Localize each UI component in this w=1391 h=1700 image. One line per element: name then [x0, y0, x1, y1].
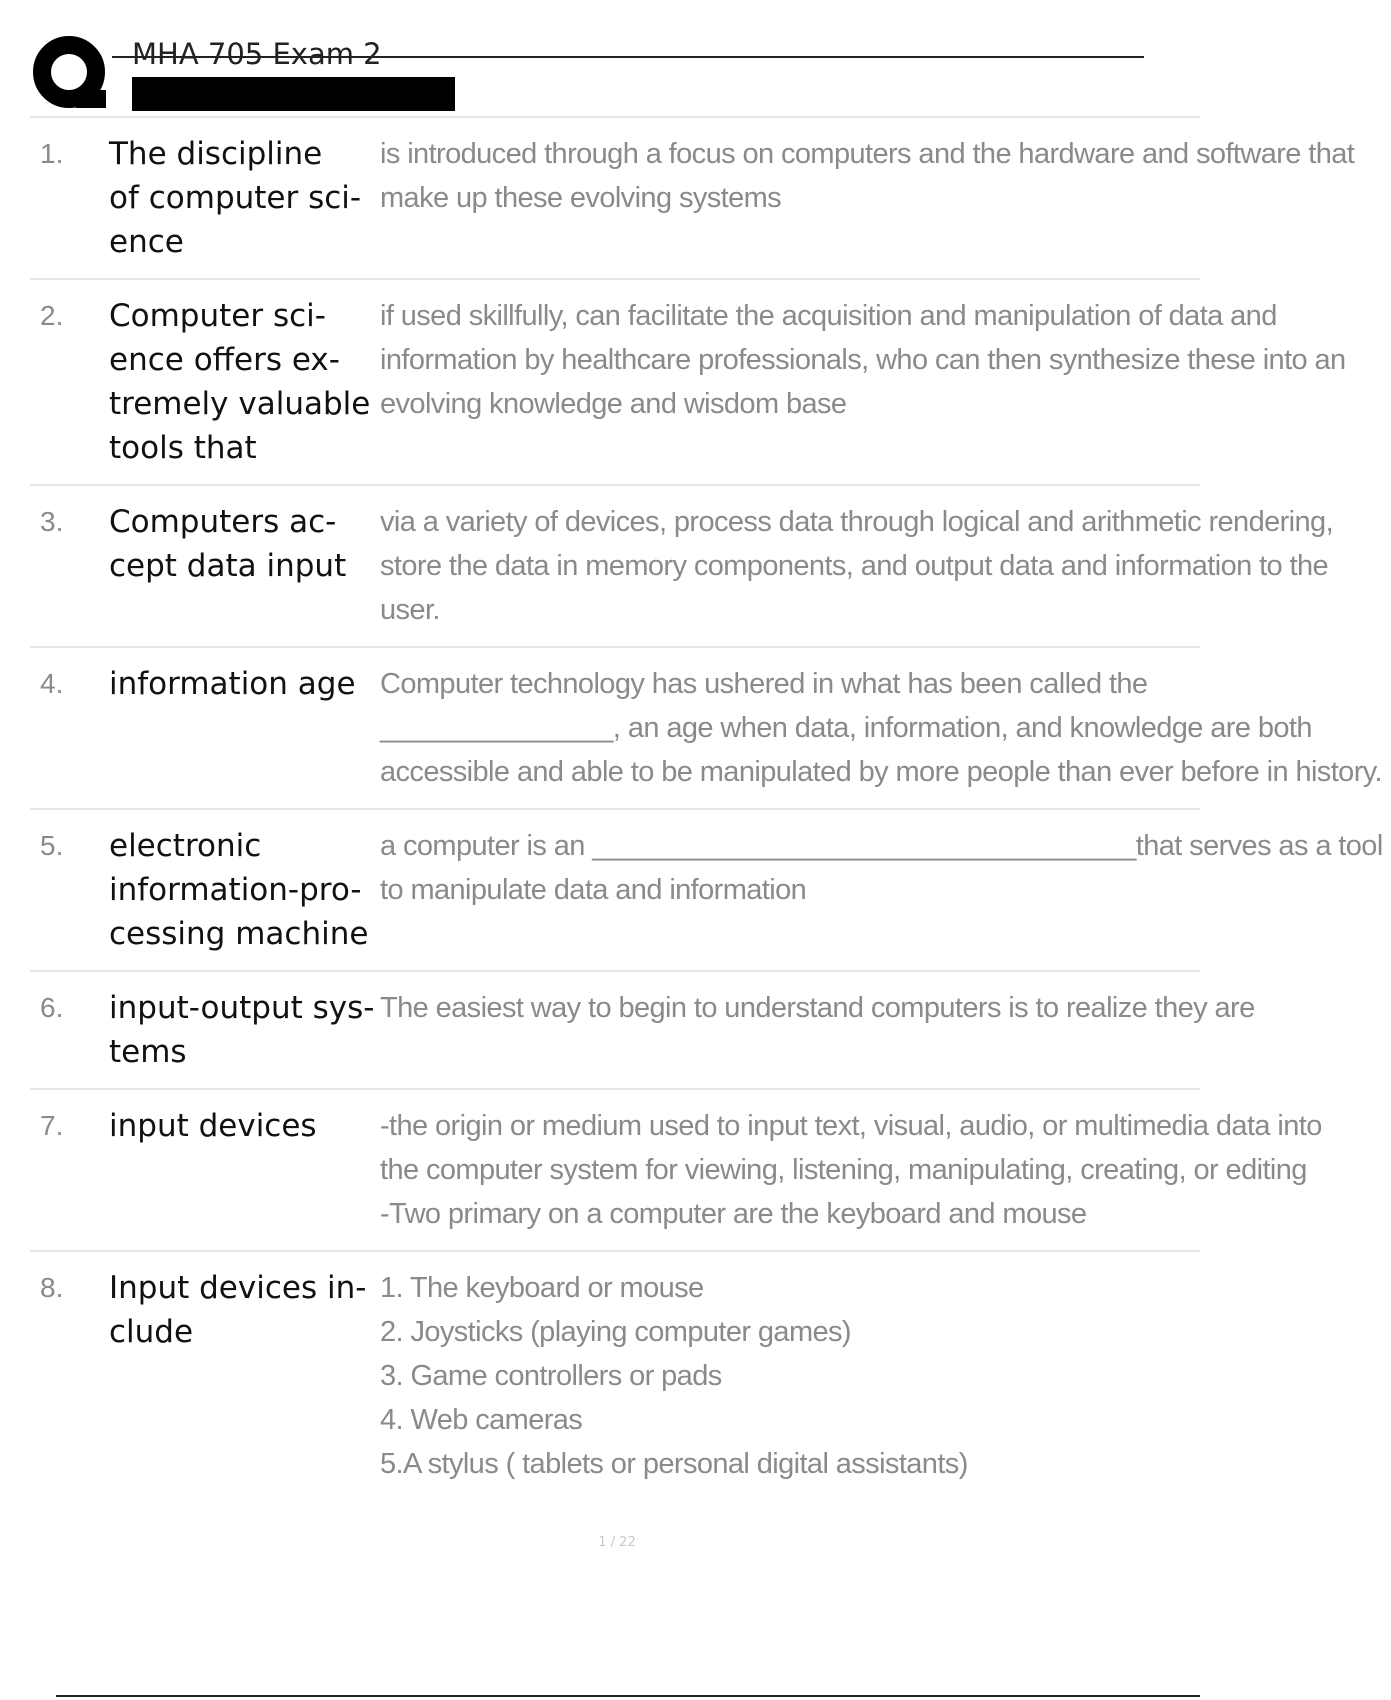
term-line: information age — [109, 666, 356, 702]
card-definition — [380, 132, 1362, 264]
term-line: cessing machine — [109, 916, 369, 952]
definition-line: Computer technology has ushered in what has been called the — [380, 668, 1148, 700]
definition-line: is introduced through a focus on computers and the hardware and software that — [380, 138, 1355, 170]
flashcard — [30, 648, 1382, 810]
definition-line: via a variety of devices, process data through logical and arithmetic rendering, — [380, 506, 1334, 538]
flashcard — [30, 118, 1355, 280]
definition-line: 4. Web cameras — [380, 1404, 583, 1436]
term-line: Input devices in- — [109, 1270, 367, 1306]
term-line: Computer sci- — [109, 298, 326, 334]
card-definition — [380, 1266, 1200, 1486]
quizlet-q-logo-icon — [32, 34, 112, 114]
definition-line: _______________, an age when data, information, and knowledge are both — [380, 712, 1312, 744]
flashcard — [30, 1252, 1200, 1500]
card-definition — [380, 986, 1263, 1074]
definition-line: information by healthcare professionals, who can then synthesize these into an — [380, 344, 1346, 376]
flashcard — [30, 1090, 1322, 1252]
term-line: ence — [109, 224, 184, 260]
definition-line: -the origin or medium used to input text, visual, audio, or multimedia data into — [380, 1110, 1322, 1142]
definition-line: 2. Joysticks (playing computer games) — [380, 1316, 851, 1348]
card-term — [109, 1104, 380, 1236]
definition-line: 5.A stylus ( tablets or personal digital assistants) — [380, 1448, 968, 1480]
term-line: The discipline — [109, 136, 323, 172]
term-line: of computer sci- — [109, 180, 362, 216]
definition-line: evolving knowledge and wisdom base — [380, 388, 847, 420]
term-line: tremely valuable — [109, 386, 371, 422]
card-number: 1. — [40, 138, 64, 169]
card-definition — [380, 662, 1390, 794]
term-line: ence offers ex- — [109, 342, 340, 378]
card-term — [109, 500, 380, 632]
document-title: MHA 705 Exam 2 — [132, 37, 382, 71]
flashcard — [30, 972, 1255, 1090]
definition-line: 3. Game controllers or pads — [380, 1360, 722, 1392]
card-term — [109, 986, 380, 1074]
term-line: tems — [109, 1034, 187, 1070]
page-number: 1 / 22 — [598, 1535, 636, 1550]
definition-line: user. — [380, 594, 440, 626]
term-line: cept data input — [109, 548, 347, 584]
flashcard — [30, 810, 1383, 972]
card-number: 4. — [40, 668, 64, 699]
card-number: 6. — [40, 992, 64, 1023]
definition-line: to manipulate data and information — [380, 874, 807, 906]
definition-line: The easiest way to begin to understand computers is to realize they are — [380, 992, 1255, 1024]
term-line: Computers ac- — [109, 504, 337, 540]
card-number: 2. — [40, 300, 64, 331]
term-line: input devices — [109, 1108, 317, 1144]
definition-line: -Two primary on a computer are the keyboard and mouse — [380, 1198, 1087, 1230]
definition-line: the computer system for viewing, listening, manipulating, creating, or editing — [380, 1154, 1307, 1186]
card-definition — [380, 1104, 1330, 1236]
card-definition — [380, 500, 1341, 632]
card-definition — [380, 294, 1354, 470]
term-line: input-output sys- — [109, 990, 375, 1026]
card-term — [109, 294, 380, 470]
definition-line: if used skillfully, can facilitate the acquisition and manipulation of data and — [380, 300, 1277, 332]
card-term — [109, 132, 380, 264]
definition-line: 1. The keyboard or mouse — [380, 1272, 704, 1304]
card-number: 3. — [40, 506, 64, 537]
card-number: 7. — [40, 1110, 64, 1141]
flashcard-list — [30, 118, 1383, 1500]
term-line: electronic — [109, 828, 262, 864]
term-line: clude — [109, 1314, 194, 1350]
card-term — [109, 824, 380, 956]
flashcard — [30, 280, 1346, 486]
card-term — [109, 662, 380, 794]
flashcard — [30, 486, 1334, 648]
footer-rule — [56, 1695, 1200, 1697]
definition-line: a computer is an ___________________________________that serves as a tool — [380, 830, 1383, 862]
definition-line: make up these evolving systems — [380, 182, 782, 214]
definition-line: store the data in memory components, and output data and information to the — [380, 550, 1329, 582]
redacted-author-bar — [132, 77, 455, 111]
term-line: information-pro- — [109, 872, 362, 908]
definition-line: accessible and able to be manipulated by more people than ever before in history. — [380, 756, 1382, 788]
card-term — [109, 1266, 380, 1486]
card-number: 5. — [40, 830, 64, 861]
card-number: 8. — [40, 1272, 64, 1303]
term-line: tools that — [109, 430, 257, 466]
card-definition — [380, 824, 1391, 956]
